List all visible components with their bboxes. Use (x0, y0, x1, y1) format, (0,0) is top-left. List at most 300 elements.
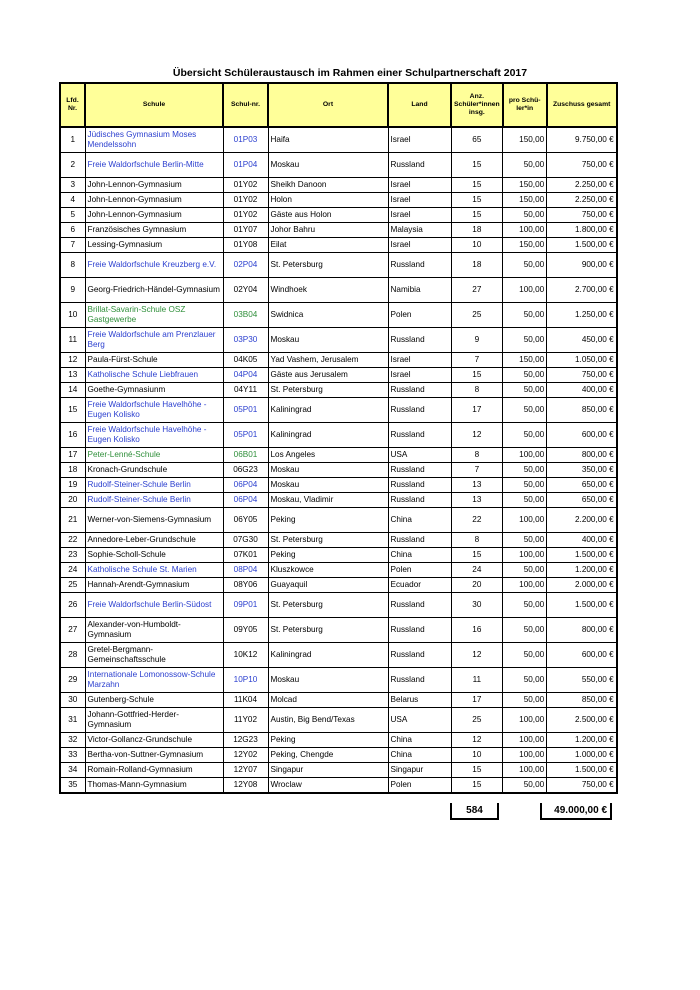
row-number: 8 (60, 253, 85, 278)
row-number: 33 (60, 748, 85, 763)
school-name: Goethe-Gymnasiunm (85, 383, 223, 398)
school-number: 09P01 (223, 593, 268, 618)
school-name: Hannah-Arendt-Gymnasium (85, 578, 223, 593)
subsidy-total: 1.200,00 € (547, 563, 617, 578)
row-number: 19 (60, 478, 85, 493)
country: Polen (388, 778, 451, 794)
school-number: 03P30 (223, 328, 268, 353)
table-row (60, 563, 617, 578)
row-number: 7 (60, 238, 85, 253)
school-name: Freie Waldorfschule Havelhöhe - Eugen Kolisko (85, 398, 223, 423)
row-number: 25 (60, 578, 85, 593)
school-number: 01Y02 (223, 193, 268, 208)
subsidy-total: 2.700,00 € (547, 278, 617, 303)
country: Namibia (388, 278, 451, 303)
table-row (60, 643, 617, 668)
row-number: 12 (60, 353, 85, 368)
school-number: 05P01 (223, 423, 268, 448)
school-number: 11K04 (223, 693, 268, 708)
school-number: 01Y02 (223, 178, 268, 193)
student-count: 10 (451, 748, 503, 763)
row-number: 32 (60, 733, 85, 748)
row-number: 18 (60, 463, 85, 478)
amount-per-student: 50,00 (503, 153, 547, 178)
subsidy-total: 600,00 € (547, 643, 617, 668)
country: Russland (388, 328, 451, 353)
student-count: 17 (451, 398, 503, 423)
student-count: 30 (451, 593, 503, 618)
student-count: 13 (451, 478, 503, 493)
row-number: 11 (60, 328, 85, 353)
city: St. Petersburg (268, 618, 388, 643)
amount-per-student: 50,00 (503, 693, 547, 708)
exchange-table (59, 82, 618, 794)
school-number: 11Y02 (223, 708, 268, 733)
subsidy-total: 2.500,00 € (547, 708, 617, 733)
city: Moskau (268, 153, 388, 178)
amount-per-student: 50,00 (503, 253, 547, 278)
school-name: Alexander-von-Humboldt-Gymnasium (85, 618, 223, 643)
row-number: 13 (60, 368, 85, 383)
student-count: 15 (451, 208, 503, 223)
school-number: 08Y06 (223, 578, 268, 593)
subsidy-total: 450,00 € (547, 328, 617, 353)
subsidy-total: 1.800,00 € (547, 223, 617, 238)
table-row (60, 208, 617, 223)
table-row (60, 193, 617, 208)
student-count: 12 (451, 423, 503, 448)
student-count: 15 (451, 368, 503, 383)
amount-per-student: 100,00 (503, 448, 547, 463)
table-row (60, 303, 617, 328)
subsidy-total: 1.500,00 € (547, 238, 617, 253)
country: Russland (388, 463, 451, 478)
country: Israel (388, 353, 451, 368)
country: China (388, 548, 451, 563)
table-row (60, 508, 617, 533)
table-row (60, 368, 617, 383)
city: Peking (268, 548, 388, 563)
country: Russland (388, 493, 451, 508)
amount-per-student: 50,00 (503, 368, 547, 383)
student-count: 8 (451, 448, 503, 463)
subsidy-total: 900,00 € (547, 253, 617, 278)
city: Los Angeles (268, 448, 388, 463)
country: Israel (388, 368, 451, 383)
school-name: Peter-Lenné-Schule (85, 448, 223, 463)
school-name: Victor-Gollancz-Grundschule (85, 733, 223, 748)
school-number: 06B01 (223, 448, 268, 463)
school-name: John-Lennon-Gymnasium (85, 193, 223, 208)
city: Kluszkowce (268, 563, 388, 578)
amount-per-student: 50,00 (503, 478, 547, 493)
country: Russland (388, 253, 451, 278)
amount-per-student: 150,00 (503, 127, 547, 153)
city: St. Petersburg (268, 593, 388, 618)
city: Singapur (268, 763, 388, 778)
country: Russland (388, 668, 451, 693)
school-number: 01P04 (223, 153, 268, 178)
school-name: Johann-Gottfried-Herder-Gymnasium (85, 708, 223, 733)
city: Peking, Chengde (268, 748, 388, 763)
school-name: Katholische Schule Liebfrauen (85, 368, 223, 383)
amount-per-student: 150,00 (503, 238, 547, 253)
school-name: Georg-Friedrich-Händel-Gymnasium (85, 278, 223, 303)
city: Moskau (268, 668, 388, 693)
subsidy-total: 650,00 € (547, 493, 617, 508)
country: Belarus (388, 693, 451, 708)
row-number: 6 (60, 223, 85, 238)
school-number: 12Y02 (223, 748, 268, 763)
table-row (60, 733, 617, 748)
subsidy-total: 650,00 € (547, 478, 617, 493)
amount-per-student: 50,00 (503, 563, 547, 578)
school-name: Freie Waldorfschule Berlin-Mitte (85, 153, 223, 178)
student-count: 16 (451, 618, 503, 643)
school-number: 01P03 (223, 127, 268, 153)
subsidy-total: 1.250,00 € (547, 303, 617, 328)
subsidy-total: 1.050,00 € (547, 353, 617, 368)
table-row (60, 493, 617, 508)
row-number: 22 (60, 533, 85, 548)
table-row (60, 578, 617, 593)
school-number: 01Y07 (223, 223, 268, 238)
country: Russland (388, 383, 451, 398)
city: Kaliningrad (268, 423, 388, 448)
subsidy-total: 350,00 € (547, 463, 617, 478)
school-name: John-Lennon-Gymnasium (85, 178, 223, 193)
school-name: Freie Waldorfschule am Prenzlauer Berg (85, 328, 223, 353)
row-number: 14 (60, 383, 85, 398)
country: China (388, 748, 451, 763)
country: Israel (388, 178, 451, 193)
city: Peking (268, 733, 388, 748)
student-count: 15 (451, 178, 503, 193)
student-count: 18 (451, 253, 503, 278)
row-number: 16 (60, 423, 85, 448)
student-count: 15 (451, 193, 503, 208)
subsidy-total: 850,00 € (547, 693, 617, 708)
table-row (60, 253, 617, 278)
table-row (60, 328, 617, 353)
table-row (60, 668, 617, 693)
amount-per-student: 150,00 (503, 193, 547, 208)
city: Holon (268, 193, 388, 208)
subsidy-total: 800,00 € (547, 618, 617, 643)
table-row (60, 383, 617, 398)
amount-per-student: 50,00 (503, 463, 547, 478)
row-number: 5 (60, 208, 85, 223)
table-row (60, 548, 617, 563)
student-count: 10 (451, 238, 503, 253)
row-number: 21 (60, 508, 85, 533)
subsidy-total: 400,00 € (547, 383, 617, 398)
city: St. Petersburg (268, 253, 388, 278)
country: Israel (388, 208, 451, 223)
country: USA (388, 708, 451, 733)
city: Gäste aus Holon (268, 208, 388, 223)
country: Russland (388, 478, 451, 493)
subsidy-total: 1.500,00 € (547, 763, 617, 778)
table-row (60, 223, 617, 238)
amount-per-student: 50,00 (503, 593, 547, 618)
school-name: Sophie-Scholl-Schule (85, 548, 223, 563)
row-number: 1 (60, 127, 85, 153)
total-subsidy: 49.000,00 € (540, 803, 612, 820)
school-name: Internationale Lomonossow-Schule Marzahn (85, 668, 223, 693)
amount-per-student: 50,00 (503, 533, 547, 548)
row-number: 34 (60, 763, 85, 778)
school-name: Paula-Fürst-Schule (85, 353, 223, 368)
col-header-schule: Schule (85, 83, 223, 127)
col-header-nr: Lfd. Nr. (60, 83, 85, 127)
school-name: John-Lennon-Gymnasium (85, 208, 223, 223)
school-number: 06P04 (223, 493, 268, 508)
school-number: 12G23 (223, 733, 268, 748)
school-name: Romain-Rolland-Gymnasium (85, 763, 223, 778)
total-students: 584 (450, 803, 499, 820)
city: Molcad (268, 693, 388, 708)
city: Johor Bahru (268, 223, 388, 238)
school-number: 03B04 (223, 303, 268, 328)
city: Austin, Big Bend/Texas (268, 708, 388, 733)
city: Sheikh Danoon (268, 178, 388, 193)
table-row (60, 778, 617, 794)
amount-per-student: 50,00 (503, 493, 547, 508)
row-number: 23 (60, 548, 85, 563)
amount-per-student: 100,00 (503, 763, 547, 778)
amount-per-student: 50,00 (503, 208, 547, 223)
student-count: 11 (451, 668, 503, 693)
school-number: 02P04 (223, 253, 268, 278)
subsidy-total: 750,00 € (547, 153, 617, 178)
school-name: Annedore-Leber-Grundschule (85, 533, 223, 548)
country: Singapur (388, 763, 451, 778)
city: Kaliningrad (268, 643, 388, 668)
table-row (60, 178, 617, 193)
school-number: 10P10 (223, 668, 268, 693)
city: St. Petersburg (268, 533, 388, 548)
table-row (60, 278, 617, 303)
school-name: Werner-von-Siemens-Gymnasium (85, 508, 223, 533)
amount-per-student: 100,00 (503, 278, 547, 303)
country: Polen (388, 563, 451, 578)
row-number: 20 (60, 493, 85, 508)
col-header-ort: Ort (268, 83, 388, 127)
amount-per-student: 100,00 (503, 748, 547, 763)
school-number: 01Y08 (223, 238, 268, 253)
school-name: Katholische Schule St. Marien (85, 563, 223, 578)
row-number: 27 (60, 618, 85, 643)
subsidy-total: 550,00 € (547, 668, 617, 693)
row-number: 26 (60, 593, 85, 618)
student-count: 22 (451, 508, 503, 533)
table-row (60, 748, 617, 763)
amount-per-student: 100,00 (503, 578, 547, 593)
amount-per-student: 100,00 (503, 548, 547, 563)
amount-per-student: 50,00 (503, 668, 547, 693)
school-name: Brillat-Savarin-Schule OSZ Gastgewerbe (85, 303, 223, 328)
amount-per-student: 50,00 (503, 383, 547, 398)
table-row (60, 238, 617, 253)
col-header-pro-schueler: pro Schü-ler*in (503, 83, 547, 127)
table-row (60, 763, 617, 778)
subsidy-total: 1.000,00 € (547, 748, 617, 763)
table-row (60, 448, 617, 463)
school-name: Rudolf-Steiner-Schule Berlin (85, 478, 223, 493)
country: Russland (388, 423, 451, 448)
school-name: Französisches Gymnasium (85, 223, 223, 238)
city: Moskau (268, 328, 388, 353)
city: Peking (268, 508, 388, 533)
subsidy-total: 2.000,00 € (547, 578, 617, 593)
col-header-zuschuss: Zuschuss gesamt (547, 83, 617, 127)
school-number: 04Y11 (223, 383, 268, 398)
amount-per-student: 150,00 (503, 178, 547, 193)
country: Israel (388, 238, 451, 253)
row-number: 28 (60, 643, 85, 668)
row-number: 3 (60, 178, 85, 193)
school-number: 07G30 (223, 533, 268, 548)
row-number: 9 (60, 278, 85, 303)
row-number: 31 (60, 708, 85, 733)
student-count: 17 (451, 693, 503, 708)
subsidy-total: 750,00 € (547, 208, 617, 223)
country: Russland (388, 593, 451, 618)
amount-per-student: 150,00 (503, 353, 547, 368)
student-count: 24 (451, 563, 503, 578)
amount-per-student: 100,00 (503, 708, 547, 733)
city: Haifa (268, 127, 388, 153)
subsidy-total: 2.250,00 € (547, 178, 617, 193)
table-row (60, 533, 617, 548)
country: USA (388, 448, 451, 463)
table-row (60, 693, 617, 708)
country: Polen (388, 303, 451, 328)
school-name: Thomas-Mann-Gymnasium (85, 778, 223, 794)
city: Windhoek (268, 278, 388, 303)
student-count: 15 (451, 763, 503, 778)
amount-per-student: 50,00 (503, 328, 547, 353)
table-row (60, 353, 617, 368)
table-row (60, 398, 617, 423)
table-row (60, 127, 617, 153)
school-number: 01Y02 (223, 208, 268, 223)
student-count: 65 (451, 127, 503, 153)
header-row (60, 83, 617, 127)
table-row (60, 593, 617, 618)
city: Moskau (268, 478, 388, 493)
school-name: Freie Waldorfschule Kreuzberg e.V. (85, 253, 223, 278)
country: China (388, 733, 451, 748)
school-number: 12Y07 (223, 763, 268, 778)
student-count: 8 (451, 533, 503, 548)
student-count: 8 (451, 383, 503, 398)
school-name: Gretel-Bergmann-Gemeinschaftsschule (85, 643, 223, 668)
student-count: 12 (451, 643, 503, 668)
student-count: 7 (451, 463, 503, 478)
school-number: 06G23 (223, 463, 268, 478)
student-count: 7 (451, 353, 503, 368)
country: Israel (388, 193, 451, 208)
amount-per-student: 50,00 (503, 423, 547, 448)
country: Russland (388, 153, 451, 178)
school-number: 04K05 (223, 353, 268, 368)
city: Guayaquil (268, 578, 388, 593)
amount-per-student: 50,00 (503, 618, 547, 643)
subsidy-total: 9.750,00 € (547, 127, 617, 153)
amount-per-student: 50,00 (503, 643, 547, 668)
student-count: 15 (451, 778, 503, 794)
city: Moskau, Vladimir (268, 493, 388, 508)
col-header-anzahl: Anz. Schüler*innen insg. (451, 83, 503, 127)
city: Eilat (268, 238, 388, 253)
student-count: 18 (451, 223, 503, 238)
totals-row (59, 803, 611, 820)
row-number: 17 (60, 448, 85, 463)
school-name: Rudolf-Steiner-Schule Berlin (85, 493, 223, 508)
school-name: Lessing-Gymnasium (85, 238, 223, 253)
school-number: 08P04 (223, 563, 268, 578)
student-count: 12 (451, 733, 503, 748)
subsidy-total: 2.250,00 € (547, 193, 617, 208)
table-row (60, 708, 617, 733)
subsidy-total: 600,00 € (547, 423, 617, 448)
student-count: 27 (451, 278, 503, 303)
table-row (60, 153, 617, 178)
amount-per-student: 50,00 (503, 303, 547, 328)
row-number: 10 (60, 303, 85, 328)
city: Yad Vashem, Jerusalem (268, 353, 388, 368)
country: Ecuador (388, 578, 451, 593)
school-name: Freie Waldorfschule Havelhöhe - Eugen Kolisko (85, 423, 223, 448)
country: China (388, 508, 451, 533)
row-number: 29 (60, 668, 85, 693)
col-header-land: Land (388, 83, 451, 127)
city: Kaliningrad (268, 398, 388, 423)
student-count: 25 (451, 708, 503, 733)
table-row (60, 463, 617, 478)
country: Israel (388, 127, 451, 153)
school-number: 10K12 (223, 643, 268, 668)
row-number: 35 (60, 778, 85, 794)
subsidy-total: 1.500,00 € (547, 593, 617, 618)
row-number: 15 (60, 398, 85, 423)
amount-per-student: 100,00 (503, 223, 547, 238)
school-name: Kronach-Grundschule (85, 463, 223, 478)
subsidy-total: 800,00 € (547, 448, 617, 463)
student-count: 15 (451, 153, 503, 178)
school-number: 09Y05 (223, 618, 268, 643)
school-number: 05P01 (223, 398, 268, 423)
country: Russland (388, 618, 451, 643)
city: Wroclaw (268, 778, 388, 794)
country: Russland (388, 398, 451, 423)
city: Moskau (268, 463, 388, 478)
country: Russland (388, 533, 451, 548)
col-header-schulnr: Schul-nr. (223, 83, 268, 127)
school-number: 07K01 (223, 548, 268, 563)
city: Gäste aus Jerusalem (268, 368, 388, 383)
school-number: 02Y04 (223, 278, 268, 303)
student-count: 15 (451, 548, 503, 563)
school-name: Jüdisches Gymnasium Moses Mendelssohn (85, 127, 223, 153)
subsidy-total: 400,00 € (547, 533, 617, 548)
school-name: Freie Waldorfschule Berlin-Südost (85, 593, 223, 618)
subsidy-total: 750,00 € (547, 778, 617, 794)
table-row (60, 478, 617, 493)
school-number: 04P04 (223, 368, 268, 383)
